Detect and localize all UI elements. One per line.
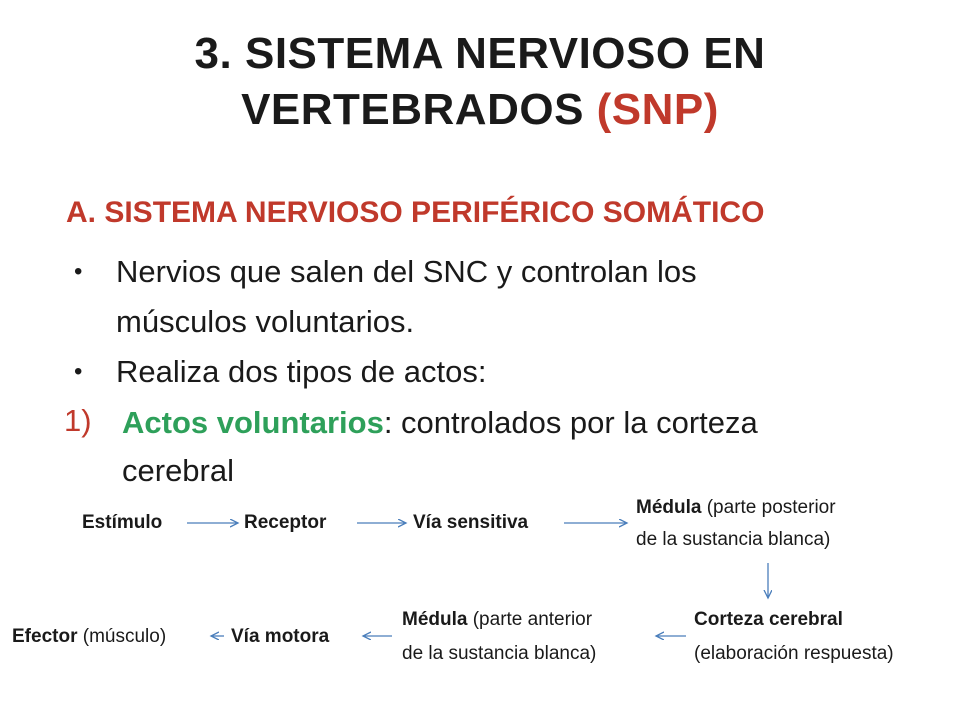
flow-medula-anterior-rest: (parte anterior [467,609,593,630]
flow-medula-posterior-rest: (parte posterior [701,497,836,518]
flow-medula-anterior-line-2: de la sustancia blanca) [402,643,597,664]
flow-receptor: Receptor [244,512,327,533]
numbered-marker: 1) [64,403,92,438]
flow-medula-anterior-bold: Médula [402,609,468,630]
numbered-highlight: Actos voluntarios [122,405,384,440]
flow-via-motora: Vía motora [231,626,330,647]
flow-estimulo: Estímulo [82,512,163,533]
flow-efector-bold: Efector [12,626,78,647]
flow-medula-posterior-line-2: de la sustancia blanca) [636,529,831,550]
flow-efector-rest: (músculo) [77,626,167,647]
section-heading: A. SISTEMA NERVIOSO PERIFÉRICO SOMÁTICO [66,196,765,229]
bullet-1-line-2: músculos voluntarios. [116,304,415,339]
bullet-dot-2: • [74,358,83,385]
bullet-2-line-1: Realiza dos tipos de actos: [116,354,487,389]
title-snp: (SNP) [596,85,719,134]
flow-corteza: Corteza cerebral [694,609,843,630]
bullet-dot-1: • [74,258,83,285]
bullet-1-line-1: Nervios que salen del SNC y controlan los [116,254,697,289]
flow-via-sensitiva: Vía sensitiva [413,512,529,533]
title-line-1: 3. SISTEMA NERVIOSO EN [194,29,766,78]
title-line-2-main: VERTEBRADOS [241,85,597,134]
flow-corteza-line-2: (elaboración respuesta) [694,643,894,664]
flow-medula-posterior-bold: Médula [636,497,702,518]
numbered-line-2: cerebral [122,453,234,488]
numbered-rest: : controlados por la corteza [383,405,758,440]
